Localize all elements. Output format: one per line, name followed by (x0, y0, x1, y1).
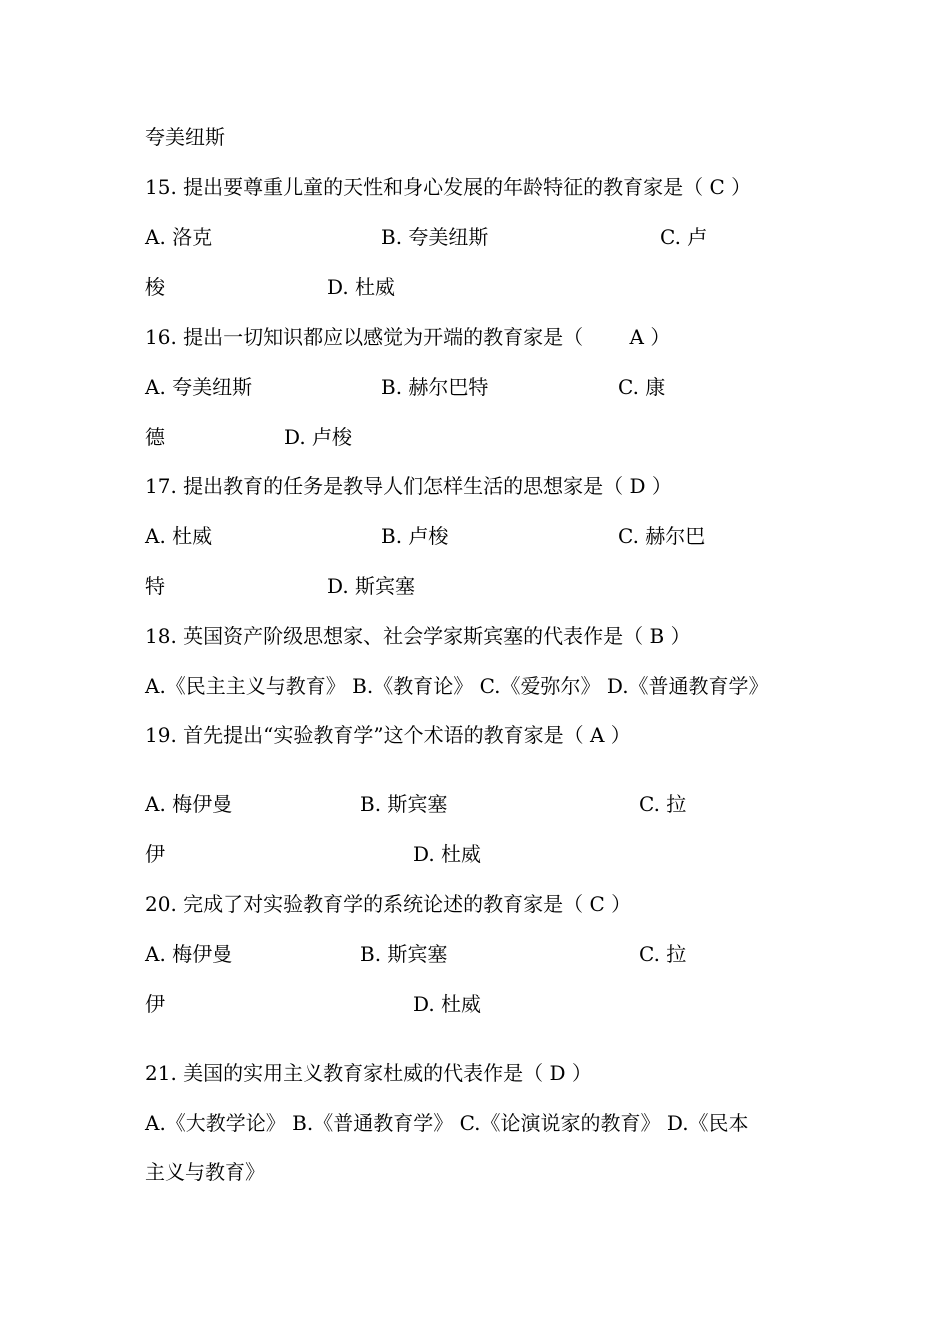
options-21: A.《大教学论》 B.《普通教育学》 C.《论演说家的教育》 D.《民本 (145, 1111, 749, 1135)
option-19-b: B. 斯宾塞 (360, 792, 448, 816)
option-16-c-cont: 德 (145, 425, 165, 449)
option-20-d: D. 杜威 (413, 992, 482, 1016)
option-15-c: C. 卢 (660, 225, 708, 249)
option-16-b: B. 赫尔巴特 (381, 375, 489, 399)
question-21: 21. 美国的实用主义教育家杜威的代表作是（ D ） (145, 1061, 592, 1085)
question-17: 17. 提出教育的任务是教导人们怎样生活的思想家是（ D ） (145, 474, 672, 498)
question-18: 18. 英国资产阶级思想家、社会学家斯宾塞的代表作是（ B ） (145, 624, 691, 648)
question-20: 20. 完成了对实验教育学的系统论述的教育家是（ C ） (145, 892, 632, 916)
option-16-c: C. 康 (618, 375, 666, 399)
question-16: 16. 提出一切知识都应以感觉为开端的教育家是（ A ） (145, 325, 671, 349)
option-19-c-cont: 伊 (145, 842, 165, 866)
option-16-a: A. 夸美纽斯 (145, 375, 253, 399)
option-20-c-cont: 伊 (145, 992, 165, 1016)
continuation-line: 夸美纽斯 (145, 125, 225, 149)
option-16-d: D. 卢梭 (284, 425, 353, 449)
option-15-a: A. 洛克 (145, 225, 213, 249)
question-15: 15. 提出要尊重儿童的天性和身心发展的年龄特征的教育家是（ C ） (145, 175, 752, 199)
option-20-c: C. 拉 (639, 942, 687, 966)
option-17-b: B. 卢梭 (381, 524, 449, 548)
question-19: 19. 首先提出“实验教育学”这个术语的教育家是（ A ） (145, 723, 631, 747)
options-21-cont: 主义与教育》 (145, 1160, 265, 1184)
option-19-d: D. 杜威 (413, 842, 482, 866)
option-17-c: C. 赫尔巴 (618, 524, 706, 548)
option-20-b: B. 斯宾塞 (360, 942, 448, 966)
option-20-a: A. 梅伊曼 (145, 942, 233, 966)
option-17-d: D. 斯宾塞 (327, 574, 416, 598)
option-15-b: B. 夸美纽斯 (381, 225, 489, 249)
option-19-a: A. 梅伊曼 (145, 792, 233, 816)
option-15-d: D. 杜威 (327, 275, 396, 299)
options-18: A.《民主主义与教育》 B.《教育论》 C.《爱弥尔》 D.《普通教育学》 (145, 674, 769, 698)
option-17-a: A. 杜威 (145, 524, 213, 548)
option-15-c-cont: 梭 (145, 275, 165, 299)
option-17-c-cont: 特 (145, 574, 165, 598)
option-19-c: C. 拉 (639, 792, 687, 816)
